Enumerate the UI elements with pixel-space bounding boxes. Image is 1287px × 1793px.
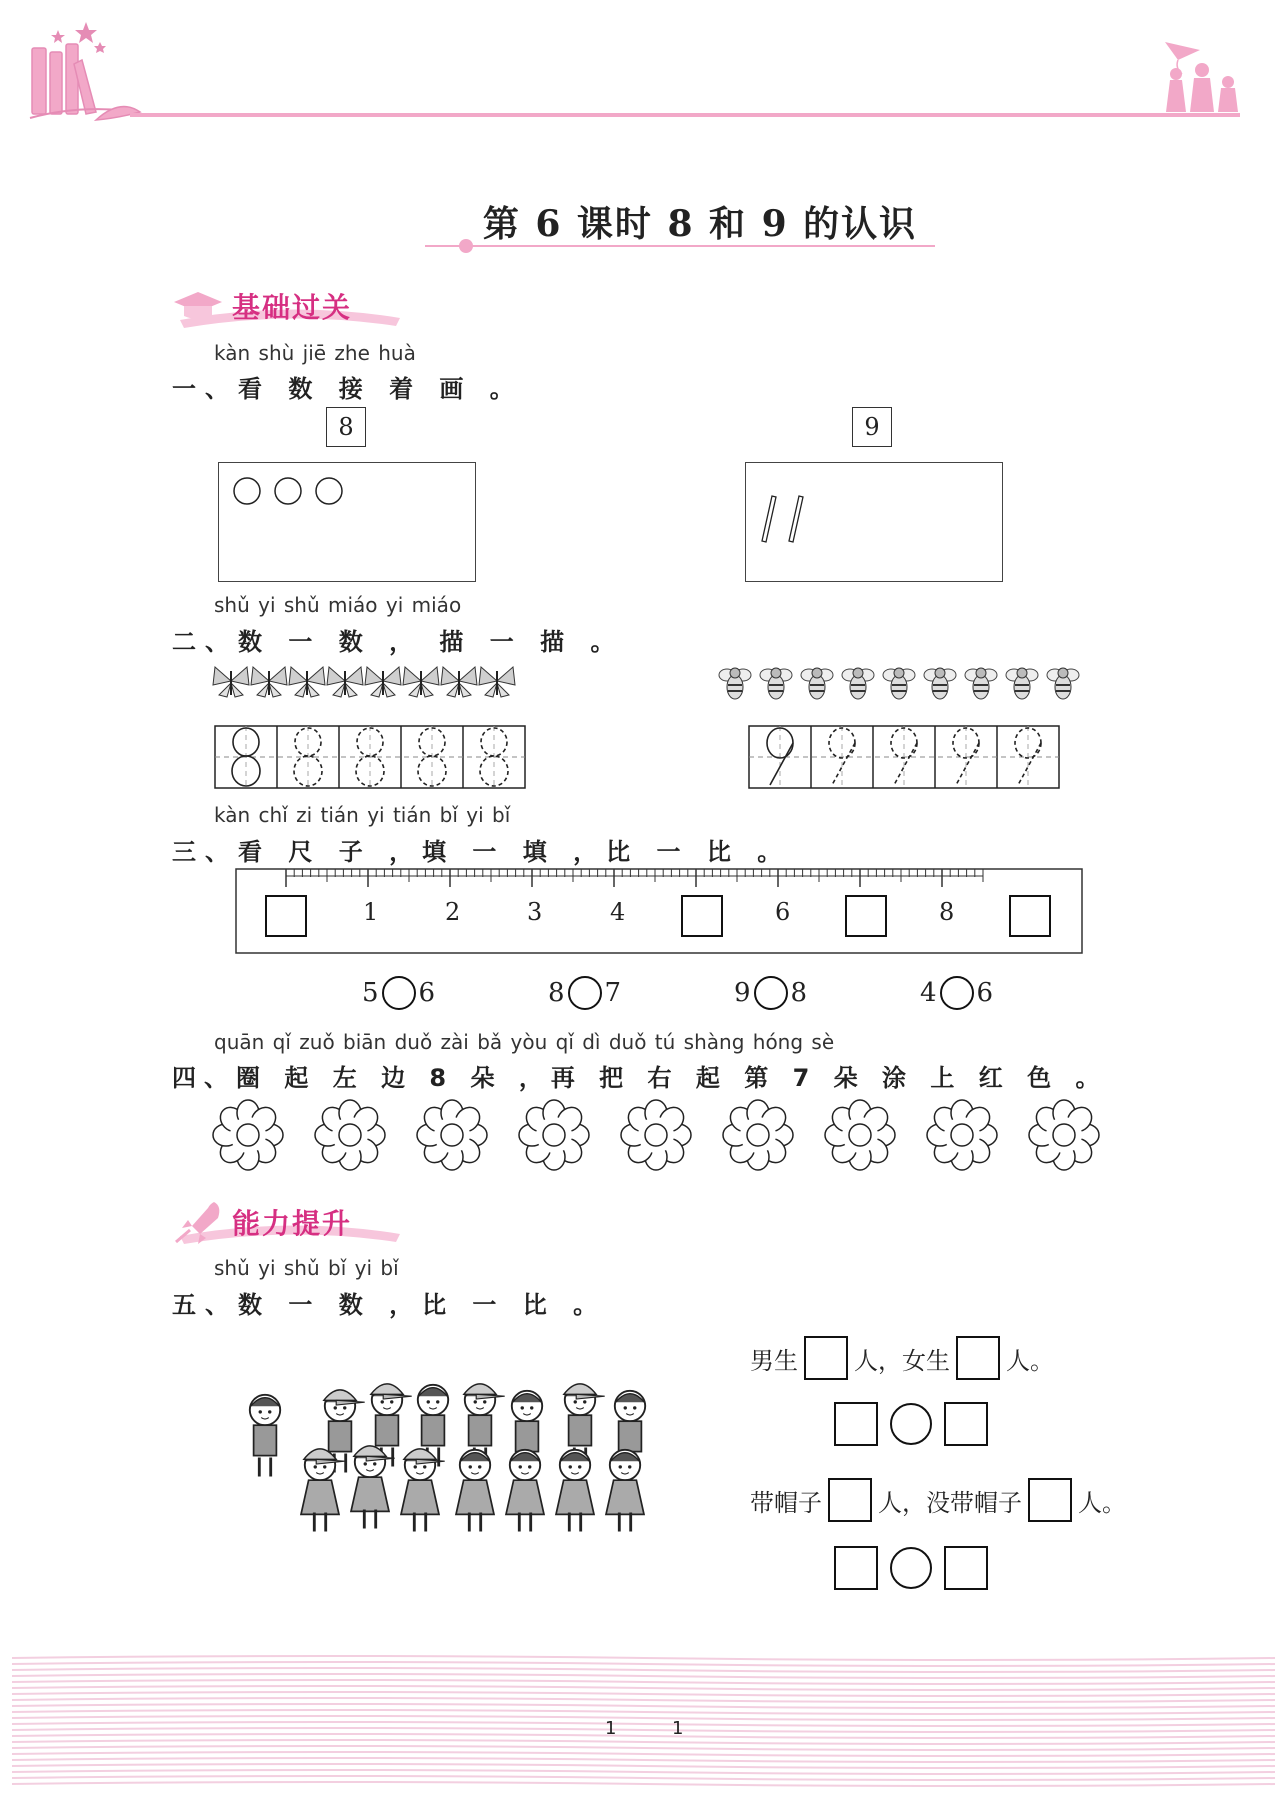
- stripe: [12, 1776, 1275, 1780]
- title-underline: [425, 238, 935, 252]
- flower-icon[interactable]: [315, 1100, 385, 1170]
- tracing-grid-8[interactable]: [214, 725, 528, 789]
- label-end: 人。: [1006, 1346, 1054, 1375]
- compare-circle[interactable]: [940, 976, 974, 1010]
- compare-right: 6: [976, 978, 994, 1008]
- stripe: [12, 1770, 1275, 1774]
- compare-right: 6: [418, 978, 436, 1008]
- stripe: [12, 1728, 1275, 1732]
- ruler-label: 8: [939, 898, 955, 926]
- ruler-label: 3: [527, 898, 543, 926]
- stripe: [12, 1692, 1275, 1696]
- compare-circle[interactable]: [568, 976, 602, 1010]
- q5-text: 五、数 一 数 ，比 一 比 。: [172, 1291, 607, 1319]
- drawn-circle: [275, 478, 301, 504]
- butterfly-icon: [289, 667, 325, 697]
- stripe: [12, 1662, 1275, 1666]
- ruler-label: 2: [445, 898, 461, 926]
- stripe: [12, 1752, 1275, 1756]
- ruler: [235, 868, 1083, 954]
- butterfly-icon: [479, 667, 515, 697]
- q5-pinyin: shǔ yi shǔ bǐ yi bǐ: [214, 1256, 399, 1280]
- ruler-label: 6: [775, 898, 791, 926]
- stripe: [12, 1710, 1275, 1714]
- stripe: [12, 1656, 1275, 1660]
- answer-box[interactable]: [1028, 1478, 1072, 1522]
- stripe: [12, 1680, 1275, 1684]
- bee-icon: [801, 668, 833, 699]
- answer-box[interactable]: [944, 1402, 988, 1446]
- ruler-label: 4: [610, 898, 626, 926]
- compare-circle[interactable]: [754, 976, 788, 1010]
- stripe: [12, 1734, 1275, 1738]
- header-decoration: [0, 0, 1287, 140]
- stripe: [12, 1668, 1275, 1672]
- flower-icon[interactable]: [723, 1100, 793, 1170]
- label-boys: 男生: [750, 1346, 798, 1375]
- bee-icon: [719, 668, 751, 699]
- label-no-hat: 人，没带帽子: [878, 1488, 1022, 1517]
- child-icon: [456, 1450, 494, 1532]
- butterfly-icon: [441, 667, 477, 697]
- stripe: [12, 1758, 1275, 1762]
- compare-circle[interactable]: [382, 976, 416, 1010]
- flower-icon[interactable]: [417, 1100, 487, 1170]
- ruler-blank-box[interactable]: [265, 895, 307, 937]
- butterfly-icon: [251, 667, 287, 697]
- stick-icon: [762, 496, 803, 542]
- child-icon: [351, 1446, 395, 1529]
- bee-icon: [1006, 668, 1038, 699]
- compare-right: 7: [604, 978, 622, 1008]
- bee-row: [714, 656, 1094, 706]
- stripe: [12, 1722, 1275, 1726]
- flower-icon[interactable]: [621, 1100, 691, 1170]
- tracing-grid-9[interactable]: [748, 725, 1060, 789]
- stripe: [12, 1764, 1275, 1768]
- answer-box[interactable]: [944, 1546, 988, 1590]
- compare-right: 8: [790, 978, 808, 1008]
- answer-box[interactable]: [834, 1402, 878, 1446]
- book-logo-icon: [30, 44, 140, 120]
- flower-icon[interactable]: [1029, 1100, 1099, 1170]
- child-icon: [606, 1450, 644, 1532]
- flower-icon[interactable]: [927, 1100, 997, 1170]
- compare-left: 4: [920, 978, 937, 1008]
- flower-icon[interactable]: [213, 1100, 283, 1170]
- compare-circle[interactable]: [890, 1547, 932, 1589]
- flower-icon[interactable]: [825, 1100, 895, 1170]
- stripe: [12, 1704, 1275, 1708]
- q1-draw-box-right[interactable]: [745, 462, 1003, 582]
- q3-text: 三、看 尺 子 ，填 一 填 ，比 一 比 。: [172, 838, 791, 866]
- bee-icon: [924, 668, 956, 699]
- butterfly-icon: [403, 667, 439, 697]
- stripe: [12, 1698, 1275, 1702]
- section-title: 基础过关: [232, 291, 353, 324]
- bee-icon: [965, 668, 997, 699]
- bee-icon: [883, 668, 915, 699]
- label-end: 人。: [1078, 1488, 1126, 1517]
- q4-text: 四、圈 起 左 边 8 朵 ，再 把 右 起 第 7 朵 涂 上 红 色 。: [172, 1064, 1108, 1092]
- drawn-circle: [316, 478, 342, 504]
- bee-icon: [760, 668, 792, 699]
- q2-text: 二、数 一 数 ， 描 一 描 。: [172, 628, 624, 656]
- child-icon: [401, 1449, 445, 1532]
- section-title: 能力提升: [232, 1207, 353, 1240]
- compare-row-2: [834, 1546, 988, 1590]
- q1-text: 一、看 数 接 着 画 。: [172, 375, 523, 403]
- label-hat: 带帽子: [750, 1488, 822, 1517]
- q1-number-8: 8: [326, 407, 366, 447]
- answer-box[interactable]: [828, 1478, 872, 1522]
- compare-left: 8: [548, 978, 565, 1008]
- footer-stripes: [12, 1654, 1275, 1789]
- answer-box[interactable]: [804, 1336, 848, 1380]
- stripe: [12, 1716, 1275, 1720]
- q1-draw-box-left[interactable]: [218, 462, 476, 582]
- butterfly-row: [212, 656, 532, 706]
- compare-item: [362, 976, 435, 1010]
- child-icon: [506, 1450, 544, 1532]
- stripe: [12, 1746, 1275, 1750]
- bee-icon: [842, 668, 874, 699]
- q1-pinyin: kàn shù jiē zhe huà: [214, 341, 416, 365]
- flower-icon[interactable]: [519, 1100, 589, 1170]
- compare-item: [734, 976, 807, 1010]
- ruler-blank-box[interactable]: [845, 895, 887, 937]
- page-title: 第 6 课时 8 和 9 的认识: [482, 203, 918, 245]
- ruler-label: 1: [363, 898, 379, 926]
- boys-girls-line: [750, 1336, 1054, 1380]
- q3-pinyin: kàn chǐ zi tián yi tián bǐ yi bǐ: [214, 803, 511, 827]
- compare-left: 5: [362, 978, 379, 1008]
- drawn-circle: [234, 478, 260, 504]
- flower-row: [210, 1096, 1110, 1174]
- q1-number-9: 9: [852, 407, 892, 447]
- child-icon: [301, 1449, 345, 1532]
- child-icon: [250, 1395, 280, 1477]
- stripe: [12, 1686, 1275, 1690]
- child-icon: [556, 1450, 594, 1532]
- compare-item: [920, 976, 993, 1010]
- compare-circle[interactable]: [890, 1403, 932, 1445]
- stripe: [12, 1740, 1275, 1744]
- bee-icon: [1047, 668, 1079, 699]
- page-number: 1: [605, 1718, 617, 1739]
- compare-item: [548, 976, 621, 1010]
- ruler-blank-box[interactable]: [1009, 895, 1051, 937]
- children-illustration: [245, 1370, 710, 1550]
- compare-left: 9: [734, 978, 751, 1008]
- butterfly-icon: [365, 667, 401, 697]
- q2-pinyin: shǔ yi shǔ miáo yi miáo: [214, 593, 462, 617]
- butterfly-icon: [327, 667, 363, 697]
- stripe: [12, 1782, 1275, 1786]
- q4-pinyin: quān qǐ zuǒ biān duǒ zài bǎ yòu qǐ dì duǒ tú shàng hóng sè: [214, 1030, 835, 1054]
- ruler-blank-box[interactable]: [681, 895, 723, 937]
- answer-box[interactable]: [956, 1336, 1000, 1380]
- label-girls: 人，女生: [854, 1346, 950, 1375]
- answer-box[interactable]: [834, 1546, 878, 1590]
- stripe: [12, 1674, 1275, 1678]
- section-header-basics: [170, 280, 410, 330]
- section-header-advanced: [170, 1196, 410, 1246]
- hat-line: [750, 1478, 1126, 1522]
- page-number: 1: [672, 1718, 684, 1739]
- butterfly-icon: [213, 667, 249, 697]
- kids-kite-icon: [1165, 42, 1238, 112]
- compare-row-1: [834, 1402, 988, 1446]
